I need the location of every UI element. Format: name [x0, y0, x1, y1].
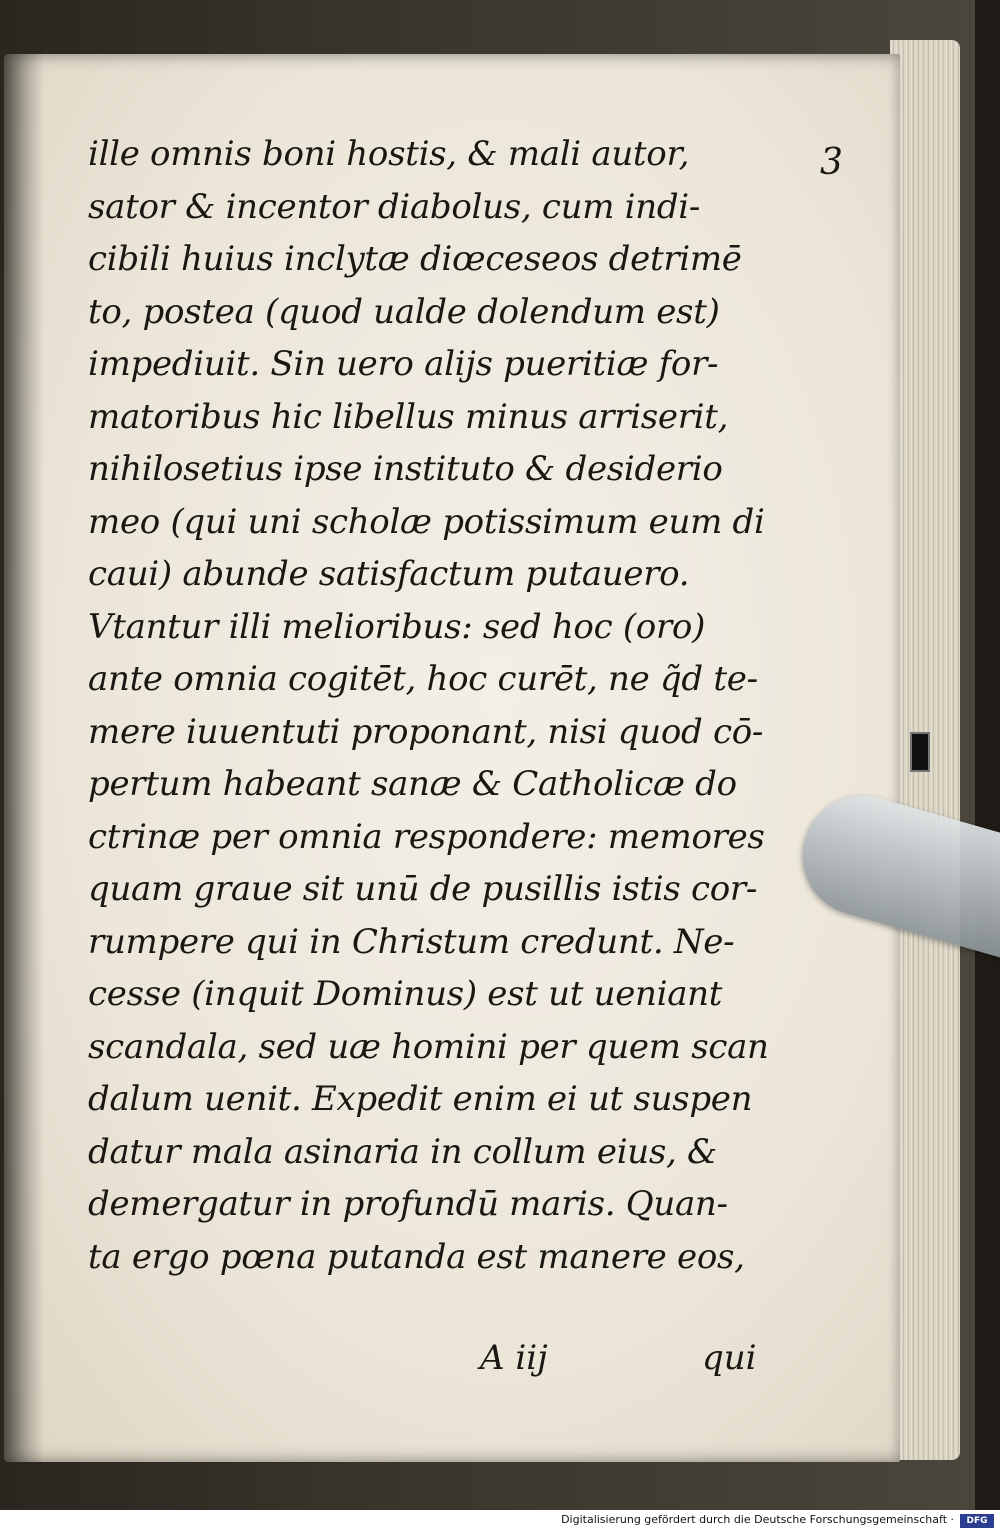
text-line: Vtantur illi melioribus: sed hoc (oro) [88, 606, 706, 647]
text-line: ante omnia cogitēt, hoc curēt, ne q̃d te- [88, 659, 758, 699]
dfg-logo: DFG [960, 1514, 994, 1528]
text-line: dalum uenit. Expedit enim ei ut suspen [88, 1079, 753, 1119]
catchword: qui [702, 1338, 757, 1378]
signature-mark: A iij [480, 1338, 548, 1378]
text-line: pertum habeant sanæ & Catholicæ do [88, 764, 737, 804]
text-line: quam graue sit unū de pusillis istis cor- [88, 869, 758, 909]
funding-credit: Digitalisierung gefördert durch die Deutsche Forschungsgemeinschaft · [561, 1513, 954, 1526]
text-line: rumpere qui in Christum credunt. Ne- [88, 921, 735, 962]
text-line: meo (qui uni scholæ potissimum eum di [88, 501, 765, 542]
text-line: cibili huius inclytæ diœceseos detrimē [88, 239, 742, 279]
gutter-shadow [4, 54, 44, 1462]
text-line: cesse (inquit Dominus) est ut ueniant [88, 974, 723, 1014]
text-line: ille omnis boni hostis, & mali autor, [88, 134, 690, 174]
text-line: datur mala asinaria in collum eius, & [88, 1131, 717, 1172]
text-line: impediuit. Sin uero alijs pueritiæ for- [88, 344, 719, 384]
text-line: ctrinæ per omnia respondere: memores [88, 816, 765, 857]
text-line: to, postea (quod ualde dolendum est) [88, 291, 720, 332]
text-line: nihilosetius ipse instituto & desiderio [88, 449, 723, 489]
text-line: caui) abunde satisfactum putauero. [88, 554, 690, 594]
text-line: sator & incentor diabolus, cum indi- [88, 186, 701, 227]
text-line: matoribus hic libellus minus arriserit, [88, 396, 729, 437]
text-line: scandala, sed uæ homini per quem scan [88, 1026, 769, 1067]
bookmark-tab [910, 732, 930, 772]
text-line: ta ergo pœna putanda est manere eos, [88, 1236, 745, 1277]
text-line: demergatur in profundū maris. Quan- [88, 1184, 728, 1224]
text-block [88, 128, 788, 1283]
page-foot [470, 1333, 770, 1383]
text-line: mere iuuentuti proponant, nisi quod cō- [88, 711, 764, 752]
page-number: 3 [820, 142, 843, 183]
